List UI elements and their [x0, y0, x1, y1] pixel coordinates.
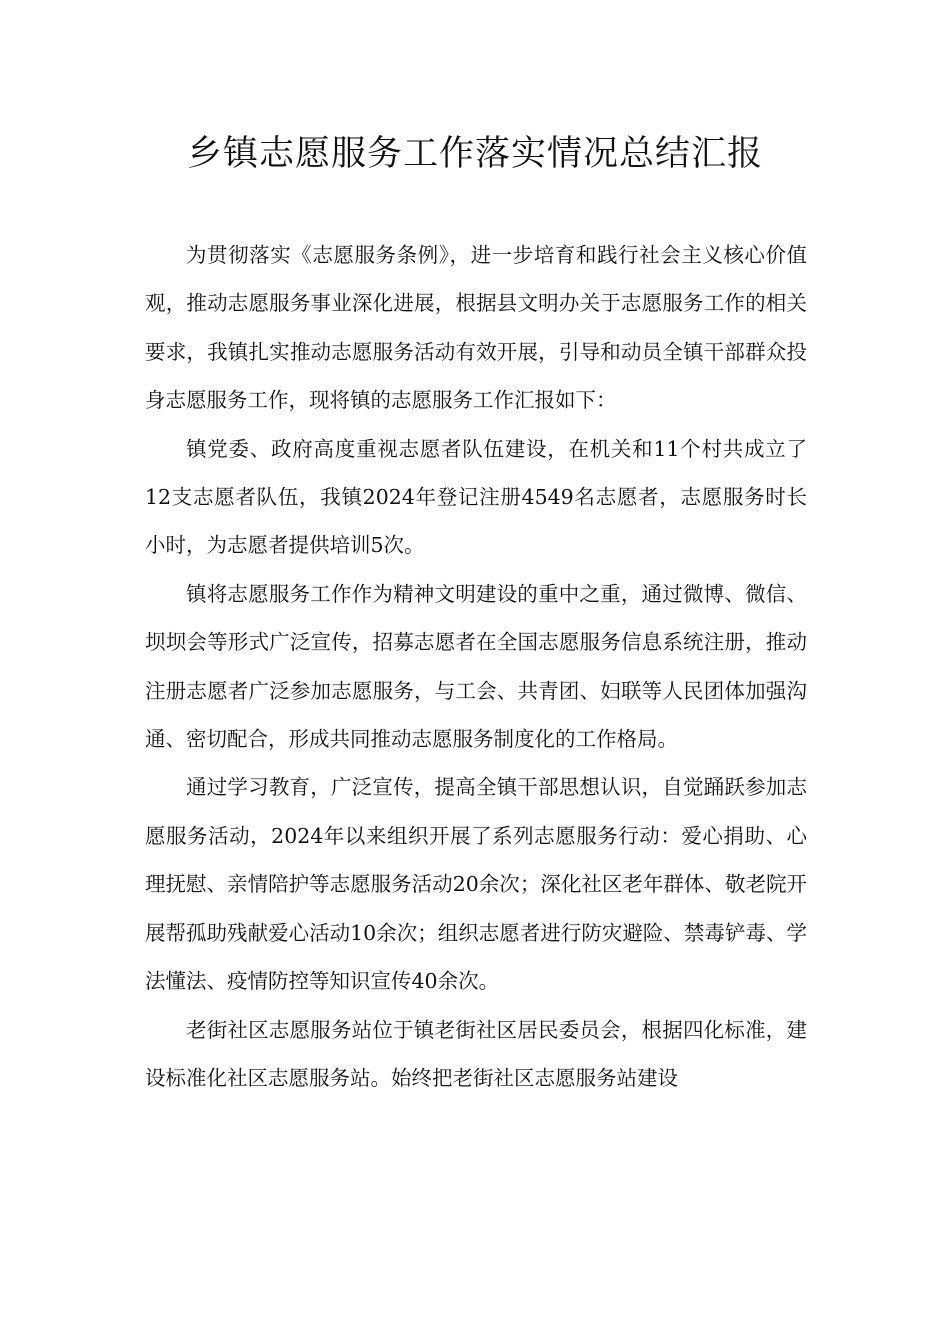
paragraph-publicity: 镇将志愿服务工作作为精神文明建设的重中之重，通过微博、微信、坝坝会等形式广泛宣传，招募志愿者在全国志愿服务信息系统注册，推动注册志愿者广泛参加志愿服务，与工会、共青团、妇联等人民团体加强沟通、密切配合，形成共同推动志愿服务制度化的工作格局。 — [145, 581, 807, 752]
paragraph-service-station: 老街社区志愿服务站位于镇老街社区居民委员会，根据四化标准，建设标准化社区志愿服务站。始终把老街社区志愿服务站建设 — [145, 1017, 807, 1090]
paragraph-volunteer-teams: 镇党委、政府高度重视志愿者队伍建设，在机关和11个村共成立了12支志愿者队伍，我镇2024年登记注册4549名志愿者，志愿服务时长小时，为志愿者提供培训5次。 — [145, 436, 807, 558]
document-title: 乡镇志愿服务工作落实情况总结汇报 — [186, 134, 763, 174]
document-body — [145, 231, 807, 1102]
paragraph-activities: 通过学习教育，广泛宣传，提高全镇干部思想认识，自觉踊跃参加志愿服务活动，2024年以来组织开展了系列志愿服务行动：爱心捐助、心理抚慰、亲情陪护等志愿服务活动20余次；深化社区老年群体、敬老院开展帮孤助残献爱心活动10余次；组织志愿者进行防灾避险、禁毒铲毒、学法懂法、疫情防控等知识宣传40余次。 — [145, 775, 807, 994]
paragraph-intro: 为贯彻落实《志愿服务条例》，进一步培育和践行社会主义核心价值观，推动志愿服务事业深化进展，根据县文明办关于志愿服务工作的相关要求，我镇扎实推动志愿服务活动有效开展，引导和动员全镇干部群众投身志愿服务工作，现将镇的志愿服务工作汇报如下： — [145, 243, 807, 413]
